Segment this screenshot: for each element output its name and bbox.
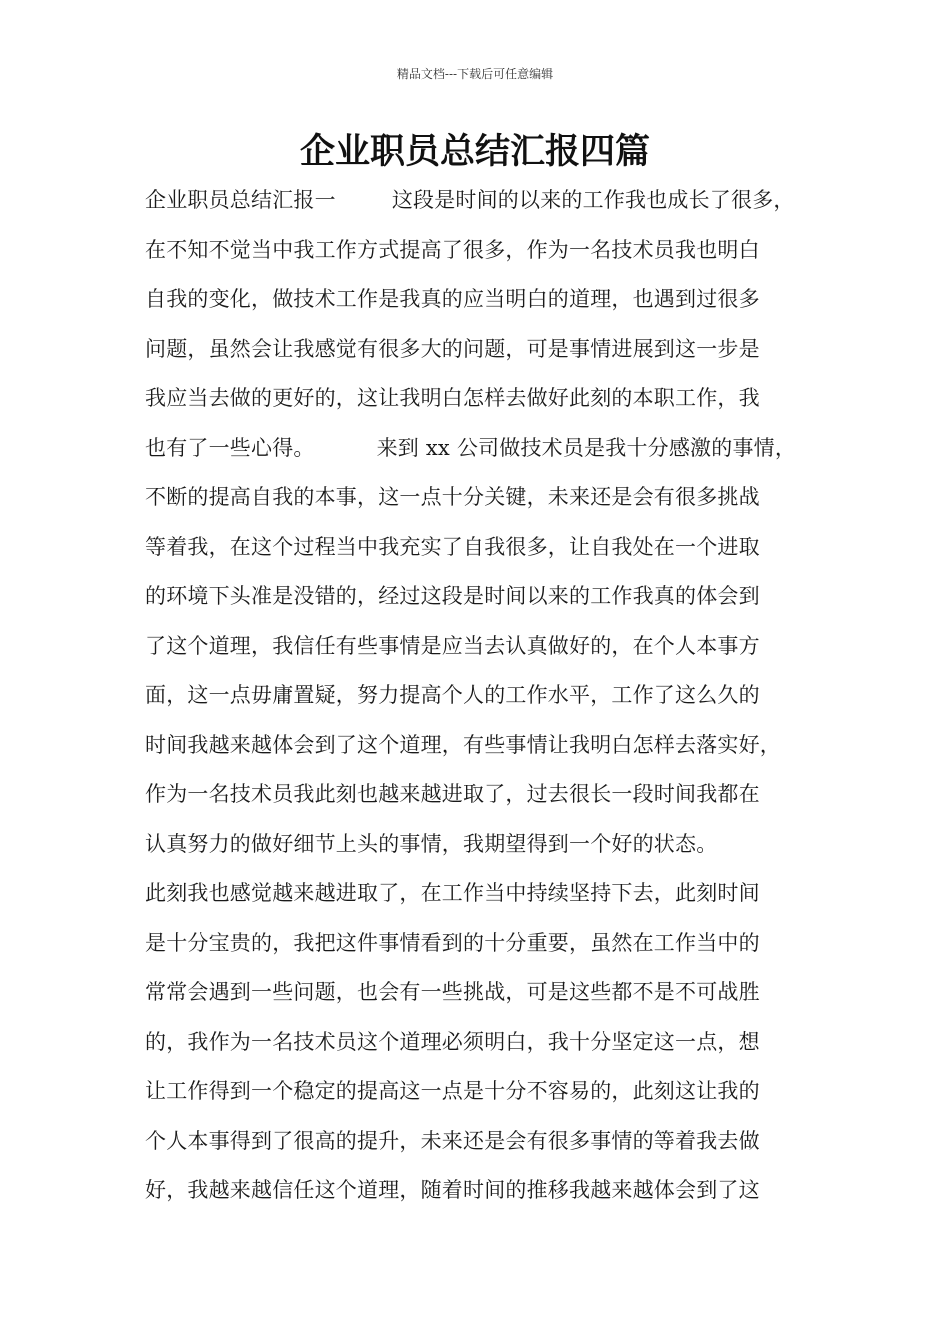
body-line: 个人本事得到了很高的提升，未来还是会有很多事情的等着我去做: [145, 1128, 760, 1153]
body-line: [145, 180, 825, 230]
body-line: 是十分宝贵的，我把这件事情看到的十分重要，虽然在工作当中的: [145, 930, 760, 955]
body-line-text: 也有了一些心得。: [145, 435, 315, 460]
body-line: 自我的变化，做技术工作是我真的应当明白的道理，也遇到过很多: [145, 287, 760, 311]
body-line: 问题，虽然会让我感觉有很多大的问题，可是事情进展到这一步是: [145, 336, 760, 361]
body-line: 等着我，在这个过程当中我充实了自我很多，让自我处在一个进取: [145, 534, 760, 559]
document-title: 企业职员总结汇报四篇: [299, 131, 650, 172]
body-line: 时间我越来越体会到了这个道理，有些事情让我明白怎样去落实好，: [145, 732, 781, 757]
body-line: 面，这一点毋庸置疑，努力提高个人的工作水平，工作了这么久的: [145, 683, 760, 707]
body-line: 此刻我也感觉越来越进取了，在工作当中持续坚持下去，此刻时间: [145, 881, 760, 905]
body-line: 的，我作为一名技术员这个道理必须明白，我十分坚定这一点，想: [145, 1029, 760, 1054]
body-line: 作为一名技术员我此刻也越来越进取了，过去很长一段时间我都在: [145, 782, 760, 806]
body-line: [145, 428, 825, 478]
body-line: 的环境下头准是没错的，经过这段是时间以来的工作我真的体会到: [145, 584, 760, 608]
body-line-text: 来到 xx 公司做技术员是我十分感激的事情，: [376, 435, 797, 460]
body-line: 在不知不觉当中我工作方式提高了很多，作为一名技术员我也明白: [145, 237, 760, 262]
section-heading: 企业职员总结汇报一: [145, 188, 336, 212]
body-line: 让工作得到一个稳定的提高这一点是十分不容易的，此刻这让我的: [145, 1079, 760, 1103]
body-line: 我应当去做的更好的，这让我明白怎样去做好此刻的本职工作，我: [145, 386, 760, 410]
body-line: 认真努力的做好细节上头的事情，我期望得到一个好的状态。: [145, 831, 718, 856]
header-note: 精品文档---下载后可任意编辑: [396, 67, 554, 81]
body-line: 不断的提高自我的本事，这一点十分关键，未来还是会有很多挑战: [145, 485, 760, 509]
body-line: 常常会遇到一些问题，也会有一些挑战，可是这些都不是不可战胜: [145, 980, 760, 1004]
body-line-text: 这段是时间的以来的工作我也成长了很多，: [391, 188, 795, 212]
body-line: 了这个道理，我信任有些事情是应当去认真做好的，在个人本事方: [145, 633, 760, 658]
body-line: 好，我越来越信任这个道理，随着时间的推移我越来越体会到了这: [145, 1178, 760, 1202]
document-body: [145, 180, 825, 1220]
